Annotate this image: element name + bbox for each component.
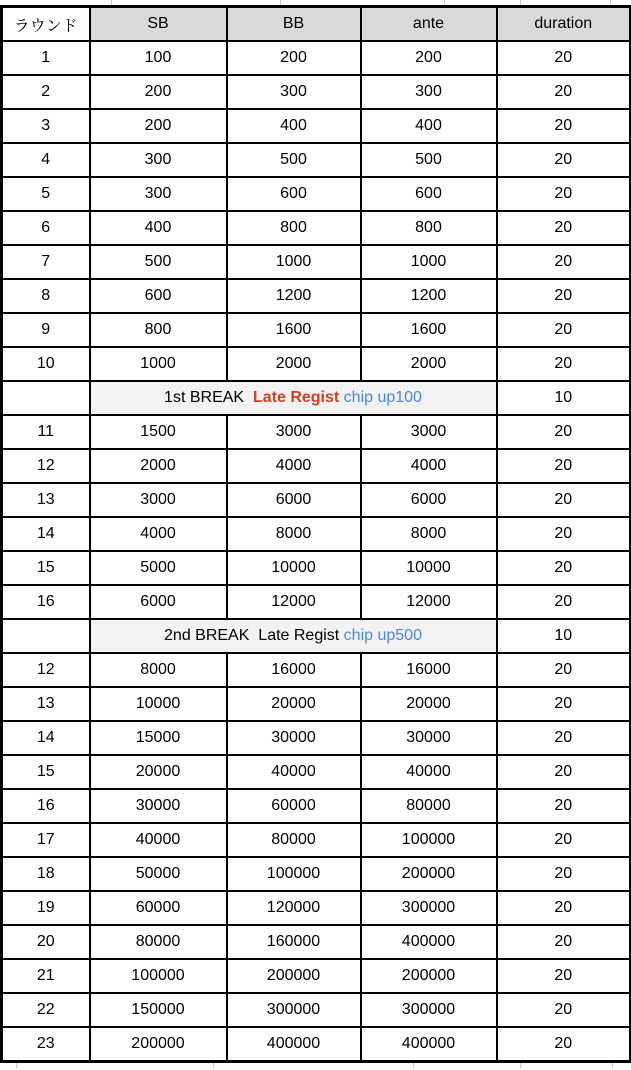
round-cell: 4 bbox=[2, 143, 90, 177]
break-row bbox=[2, 619, 631, 653]
table-row bbox=[2, 823, 631, 857]
table-row bbox=[2, 347, 631, 381]
gridline-tick bbox=[280, 0, 281, 5]
duration-cell: 20 bbox=[497, 211, 631, 245]
bb-cell: 120000 bbox=[227, 891, 361, 925]
ante-cell: 10000 bbox=[361, 551, 497, 585]
ante-cell: 300 bbox=[361, 75, 497, 109]
ante-cell: 20000 bbox=[361, 687, 497, 721]
break-text-segment: 1st BREAK bbox=[164, 389, 253, 406]
table-row bbox=[2, 211, 631, 245]
duration-cell: 20 bbox=[497, 245, 631, 279]
table-row bbox=[2, 75, 631, 109]
bb-cell: 400000 bbox=[227, 1027, 361, 1062]
bb-cell: 1000 bbox=[227, 245, 361, 279]
gridline-tick bbox=[612, 1063, 613, 1068]
bb-cell: 4000 bbox=[227, 449, 361, 483]
duration-cell: 20 bbox=[497, 823, 631, 857]
header-row bbox=[2, 7, 631, 42]
round-cell: 15 bbox=[2, 551, 90, 585]
duration-cell: 20 bbox=[497, 653, 631, 687]
sb-cell: 200 bbox=[90, 75, 227, 109]
duration-cell: 20 bbox=[497, 551, 631, 585]
duration-cell: 20 bbox=[497, 857, 631, 891]
ante-cell: 1600 bbox=[361, 313, 497, 347]
sb-cell: 5000 bbox=[90, 551, 227, 585]
duration-cell: 20 bbox=[497, 687, 631, 721]
ante-cell: 200000 bbox=[361, 959, 497, 993]
bb-cell: 3000 bbox=[227, 415, 361, 449]
bb-cell: 200000 bbox=[227, 959, 361, 993]
bb-cell: 60000 bbox=[227, 789, 361, 823]
round-cell: 21 bbox=[2, 959, 90, 993]
round-cell: 13 bbox=[2, 483, 90, 517]
table-row bbox=[2, 177, 631, 211]
ante-cell: 8000 bbox=[361, 517, 497, 551]
ante-cell: 1200 bbox=[361, 279, 497, 313]
ante-cell: 500 bbox=[361, 143, 497, 177]
ante-cell: 3000 bbox=[361, 415, 497, 449]
ante-cell: 800 bbox=[361, 211, 497, 245]
duration-cell: 20 bbox=[497, 517, 631, 551]
round-cell: 10 bbox=[2, 347, 90, 381]
table-row bbox=[2, 279, 631, 313]
ante-cell: 400 bbox=[361, 109, 497, 143]
ante-cell: 300000 bbox=[361, 891, 497, 925]
sb-cell: 1000 bbox=[90, 347, 227, 381]
bb-cell: 10000 bbox=[227, 551, 361, 585]
gridline-tick bbox=[413, 1063, 414, 1068]
round-cell: 8 bbox=[2, 279, 90, 313]
gridline-tick bbox=[444, 0, 445, 5]
table-row bbox=[2, 143, 631, 177]
gridline-tick bbox=[610, 0, 611, 5]
bb-cell: 30000 bbox=[227, 721, 361, 755]
bb-cell: 6000 bbox=[227, 483, 361, 517]
duration-cell: 20 bbox=[497, 143, 631, 177]
round-cell: 11 bbox=[2, 415, 90, 449]
sb-cell: 50000 bbox=[90, 857, 227, 891]
ante-cell: 30000 bbox=[361, 721, 497, 755]
round-cell: 16 bbox=[2, 585, 90, 619]
bb-cell: 2000 bbox=[227, 347, 361, 381]
duration-cell: 10 bbox=[497, 619, 631, 653]
duration-cell: 20 bbox=[497, 721, 631, 755]
round-cell: 14 bbox=[2, 517, 90, 551]
bb-cell: 160000 bbox=[227, 925, 361, 959]
gridline-tick bbox=[16, 1063, 17, 1068]
table-row bbox=[2, 857, 631, 891]
sb-cell: 15000 bbox=[90, 721, 227, 755]
bb-cell: 16000 bbox=[227, 653, 361, 687]
ante-cell: 12000 bbox=[361, 585, 497, 619]
bb-cell: 800 bbox=[227, 211, 361, 245]
bb-cell: 20000 bbox=[227, 687, 361, 721]
ante-cell: 100000 bbox=[361, 823, 497, 857]
table-row bbox=[2, 1027, 631, 1062]
round-cell: 3 bbox=[2, 109, 90, 143]
header-sb: SB bbox=[90, 7, 227, 42]
round-cell: 22 bbox=[2, 993, 90, 1027]
bb-cell: 200 bbox=[227, 41, 361, 75]
table-row bbox=[2, 891, 631, 925]
duration-cell: 20 bbox=[497, 177, 631, 211]
sb-cell: 6000 bbox=[90, 585, 227, 619]
sb-cell: 10000 bbox=[90, 687, 227, 721]
table-body bbox=[2, 41, 631, 1062]
sb-cell: 100 bbox=[90, 41, 227, 75]
sb-cell: 300 bbox=[90, 177, 227, 211]
bb-cell: 300 bbox=[227, 75, 361, 109]
table-row bbox=[2, 41, 631, 75]
duration-cell: 20 bbox=[497, 789, 631, 823]
sb-cell: 1500 bbox=[90, 415, 227, 449]
sb-cell: 300 bbox=[90, 143, 227, 177]
table-row bbox=[2, 789, 631, 823]
round-cell: 7 bbox=[2, 245, 90, 279]
bb-cell: 8000 bbox=[227, 517, 361, 551]
duration-cell: 20 bbox=[497, 959, 631, 993]
ante-cell: 6000 bbox=[361, 483, 497, 517]
duration-cell: 20 bbox=[497, 585, 631, 619]
break-row bbox=[2, 381, 631, 415]
ante-cell: 2000 bbox=[361, 347, 497, 381]
round-cell: 17 bbox=[2, 823, 90, 857]
ante-cell: 200 bbox=[361, 41, 497, 75]
table-row bbox=[2, 313, 631, 347]
header-duration: duration bbox=[497, 7, 631, 42]
break-text-segment: Late Regist bbox=[252, 389, 340, 406]
ante-cell: 1000 bbox=[361, 245, 497, 279]
table-row bbox=[2, 449, 631, 483]
sb-cell: 3000 bbox=[90, 483, 227, 517]
round-cell: 9 bbox=[2, 313, 90, 347]
table-row bbox=[2, 245, 631, 279]
sb-cell: 200 bbox=[90, 109, 227, 143]
bb-cell: 1600 bbox=[227, 313, 361, 347]
sb-cell: 30000 bbox=[90, 789, 227, 823]
duration-cell: 20 bbox=[497, 109, 631, 143]
bb-cell: 400 bbox=[227, 109, 361, 143]
duration-cell: 20 bbox=[497, 993, 631, 1027]
duration-cell: 20 bbox=[497, 313, 631, 347]
break-text-segment: 2nd BREAK Late Regist bbox=[164, 627, 340, 644]
gridline-tick bbox=[520, 1063, 521, 1068]
sb-cell: 150000 bbox=[90, 993, 227, 1027]
round-cell: 16 bbox=[2, 789, 90, 823]
ante-cell: 16000 bbox=[361, 653, 497, 687]
sb-cell: 2000 bbox=[90, 449, 227, 483]
duration-cell: 10 bbox=[497, 381, 631, 415]
duration-cell: 20 bbox=[497, 925, 631, 959]
duration-cell: 20 bbox=[497, 755, 631, 789]
table-row bbox=[2, 721, 631, 755]
sb-cell: 800 bbox=[90, 313, 227, 347]
bb-cell: 500 bbox=[227, 143, 361, 177]
spreadsheet-gridlines-top bbox=[0, 0, 631, 5]
break-label-cell bbox=[90, 619, 497, 653]
ante-cell: 200000 bbox=[361, 857, 497, 891]
duration-cell: 20 bbox=[497, 41, 631, 75]
sb-cell: 80000 bbox=[90, 925, 227, 959]
break-text-segment: chip up100 bbox=[339, 389, 422, 406]
ante-cell: 80000 bbox=[361, 789, 497, 823]
duration-cell: 20 bbox=[497, 483, 631, 517]
bb-cell: 80000 bbox=[227, 823, 361, 857]
table-row bbox=[2, 653, 631, 687]
round-cell: 6 bbox=[2, 211, 90, 245]
round-cell: 14 bbox=[2, 721, 90, 755]
table-row bbox=[2, 415, 631, 449]
duration-cell: 20 bbox=[497, 891, 631, 925]
table-row bbox=[2, 109, 631, 143]
bb-cell: 40000 bbox=[227, 755, 361, 789]
round-cell: 13 bbox=[2, 687, 90, 721]
duration-cell: 20 bbox=[497, 415, 631, 449]
bb-cell: 300000 bbox=[227, 993, 361, 1027]
table-row bbox=[2, 993, 631, 1027]
round-cell: 19 bbox=[2, 891, 90, 925]
bb-cell: 1200 bbox=[227, 279, 361, 313]
duration-cell: 20 bbox=[497, 75, 631, 109]
duration-cell: 20 bbox=[497, 449, 631, 483]
round-cell: 5 bbox=[2, 177, 90, 211]
bb-cell: 600 bbox=[227, 177, 361, 211]
duration-cell: 20 bbox=[497, 279, 631, 313]
sb-cell: 600 bbox=[90, 279, 227, 313]
gridline-tick bbox=[520, 0, 521, 5]
sb-cell: 100000 bbox=[90, 959, 227, 993]
sb-cell: 200000 bbox=[90, 1027, 227, 1062]
sb-cell: 400 bbox=[90, 211, 227, 245]
round-cell: 12 bbox=[2, 449, 90, 483]
round-cell bbox=[2, 381, 90, 415]
round-cell: 12 bbox=[2, 653, 90, 687]
round-cell: 18 bbox=[2, 857, 90, 891]
ante-cell: 40000 bbox=[361, 755, 497, 789]
sb-cell: 40000 bbox=[90, 823, 227, 857]
sb-cell: 4000 bbox=[90, 517, 227, 551]
gridline-tick bbox=[111, 0, 112, 5]
table-row bbox=[2, 755, 631, 789]
ante-cell: 4000 bbox=[361, 449, 497, 483]
ante-cell: 400000 bbox=[361, 925, 497, 959]
header-ante: ante bbox=[361, 7, 497, 42]
bb-cell: 12000 bbox=[227, 585, 361, 619]
round-cell: 2 bbox=[2, 75, 90, 109]
table-row bbox=[2, 687, 631, 721]
sb-cell: 20000 bbox=[90, 755, 227, 789]
blind-structure-table bbox=[0, 5, 631, 1063]
ante-cell: 300000 bbox=[361, 993, 497, 1027]
spreadsheet-gridlines-bottom bbox=[0, 1063, 631, 1068]
bb-cell: 100000 bbox=[227, 857, 361, 891]
table-row bbox=[2, 959, 631, 993]
table-row bbox=[2, 517, 631, 551]
header-round: ラウンド bbox=[2, 7, 90, 42]
table-row bbox=[2, 585, 631, 619]
break-label-cell bbox=[90, 381, 497, 415]
table-row bbox=[2, 925, 631, 959]
ante-cell: 600 bbox=[361, 177, 497, 211]
sb-cell: 60000 bbox=[90, 891, 227, 925]
header-bb: BB bbox=[227, 7, 361, 42]
ante-cell: 400000 bbox=[361, 1027, 497, 1062]
round-cell bbox=[2, 619, 90, 653]
gridline-tick bbox=[213, 1063, 214, 1068]
duration-cell: 20 bbox=[497, 1027, 631, 1062]
round-cell: 15 bbox=[2, 755, 90, 789]
round-cell: 23 bbox=[2, 1027, 90, 1062]
table-row bbox=[2, 551, 631, 585]
round-cell: 1 bbox=[2, 41, 90, 75]
round-cell: 20 bbox=[2, 925, 90, 959]
table-row bbox=[2, 483, 631, 517]
sb-cell: 8000 bbox=[90, 653, 227, 687]
duration-cell: 20 bbox=[497, 347, 631, 381]
break-text-segment: chip up500 bbox=[339, 627, 422, 644]
sb-cell: 500 bbox=[90, 245, 227, 279]
